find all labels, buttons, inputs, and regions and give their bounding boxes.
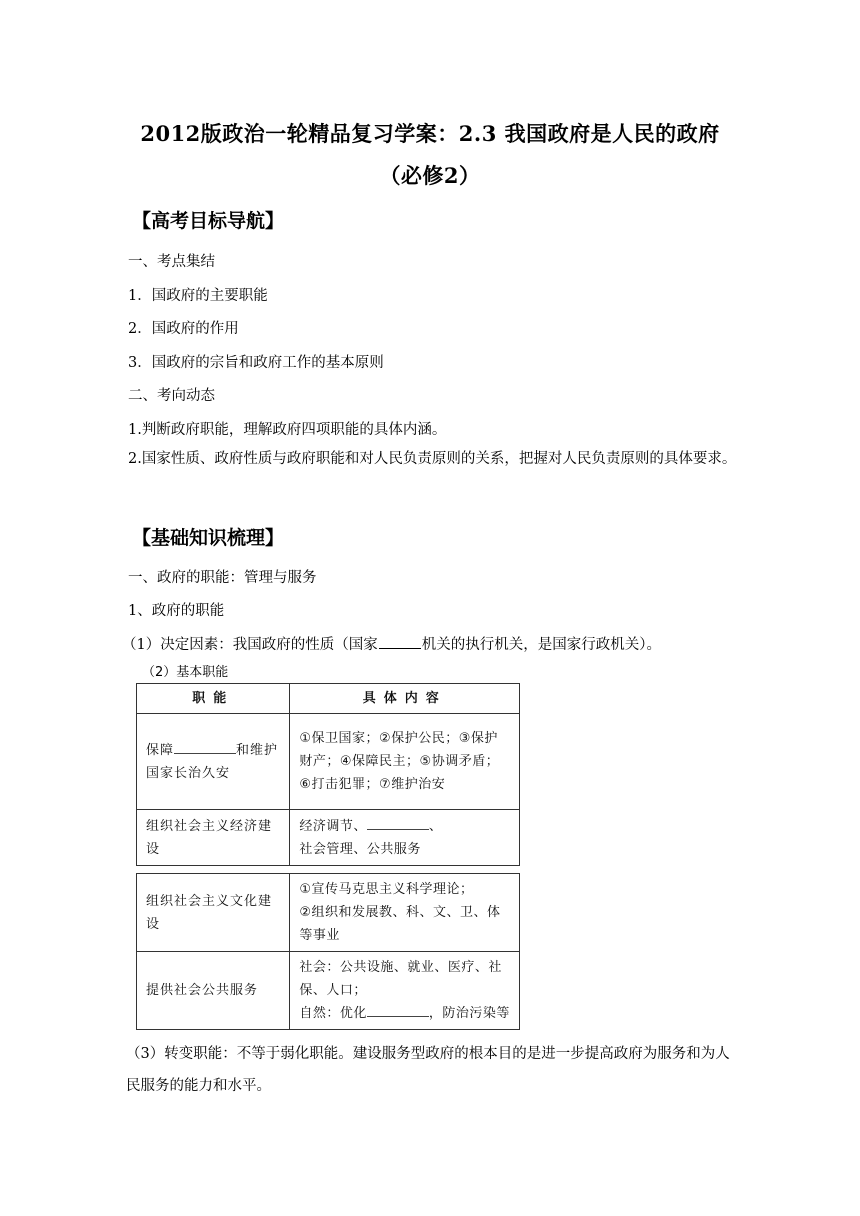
- trend-item: 1.判断政府职能，理解政府四项职能的具体内涵。: [128, 422, 447, 438]
- trend-item: 2.国家性质、政府性质与政府职能和对人民负责原则的关系，把握对人民负责原则的具体要求。: [128, 451, 737, 467]
- header-content: 具体内容: [290, 684, 520, 714]
- content-cell: 社会：公共设施、就业、医疗、社保、人口； 自然：优化 ，防治污染等: [290, 952, 520, 1030]
- function-cell: 组织社会主义文化建设: [137, 874, 290, 952]
- functions-table-part2: [136, 873, 520, 1030]
- function-cell: 提供社会公共服务: [137, 952, 290, 1030]
- content-cell: ①宣传马克思主义科学理论； ②组织和发展教、科、文、卫、体等事业: [290, 874, 520, 952]
- functions-table-part1: [136, 683, 520, 866]
- key-point-item: 3．国政府的宗旨和政府工作的基本原则: [128, 355, 384, 371]
- table-row: [137, 874, 520, 952]
- key-point-item: 2．国政府的作用: [128, 321, 239, 337]
- table-row: [137, 952, 520, 1030]
- function-cell: 组织社会主义经济建设: [137, 810, 290, 866]
- subheading-functions: 1、政府的职能: [128, 603, 225, 619]
- subheading-exam-trends: 二、考向动态: [128, 388, 215, 404]
- table-header-row: [137, 684, 520, 714]
- fill-blank: [367, 817, 429, 830]
- document-title: 2012版政治一轮精品复习学案：2.3 我国政府是人民的政府: [140, 121, 720, 146]
- section-heading-basic-knowledge: 【基础知识梳理】: [132, 527, 285, 549]
- content-cell: ①保卫国家；②保护公民；③保护财产；④保障民主；⑤协调矛盾；⑥打击犯罪；⑦维护治安: [290, 714, 520, 810]
- table-row: [137, 810, 520, 866]
- point-transform-functions: （3）转变职能：不等于弱化职能。建设服务型政府的根本目的是进一步提高政府为服务和为人民服务的能力和水平。: [126, 1046, 730, 1094]
- content-cell: 经济调节、 、 社会管理、公共服务: [290, 810, 520, 866]
- document-subtitle: （必修2）: [379, 163, 481, 188]
- section-heading-exam-goals: 【高考目标导航】: [132, 210, 285, 232]
- table-caption: （2）基本职能: [142, 665, 229, 680]
- fill-blank: [174, 741, 236, 754]
- function-cell: 保障 和维护国家长治久安: [137, 714, 290, 810]
- header-functions: 职能: [137, 684, 290, 714]
- fill-blank: [379, 636, 421, 649]
- subheading-government-functions: 一、政府的职能：管理与服务: [128, 570, 317, 586]
- subheading-key-points: 一、考点集结: [128, 254, 215, 270]
- table-row: [137, 714, 520, 810]
- key-point-item: 1．国政府的主要职能: [128, 288, 268, 304]
- point-determining-factor: （1）决定因素：我国政府的性质（国家 机关的执行机关，是国家行政机关）。: [122, 637, 661, 653]
- fill-blank: [367, 1004, 429, 1017]
